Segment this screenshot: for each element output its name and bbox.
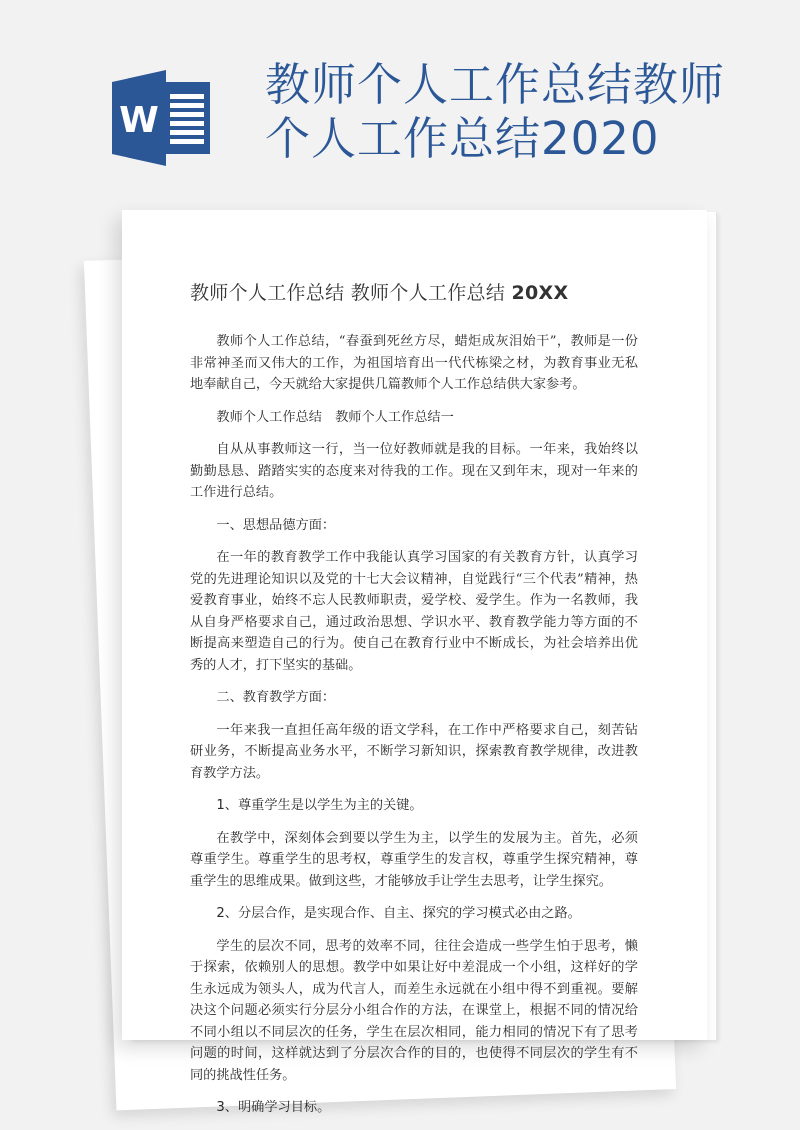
body-paragraph: 自从从事教师这一行，当一位好教师就是我的目标。一年来，我始终以勤勤恳恳、踏踏实实的态度来对待我的工作。现在又到年末，现对一年来的工作进行总结。 (190, 442, 638, 500)
svg-text:W: W (119, 100, 159, 141)
section-heading: 二、教育教学方面： (216, 690, 336, 705)
body-paragraph: 在教学中，深刻体会到要以学生为主，以学生的发展为主。首先，必须尊重学生。尊重学生的思考权，尊重学生的发言权，尊重学生探究精神，尊重学生的思维成果。做到这些，才能够放手让学生去思考，让学生探究。 (190, 830, 638, 889)
body-paragraph: 学生的层次不同，思考的效率不同，往往会造成一些学生怕于思考，懒于探索，依赖别人的思想。教学中如果让好中差混成一个小组，这样好的学生永远成为领头人，成为代言人，而差生永远就在小组中得不到重视。要解决这个问题必须实行分层分小组合作的方法，在课堂上，根据不同的情况给不同小组以不同层次的任务，学生在层次相同，能力相同的情况下有了思考问题的时间，这样就达到了分层次合作的目的，也使得不同层次的学生有不同的挑战性任务。 (190, 938, 638, 1083)
document-title: 教师个人工作总结 教师个人工作总结 20XX (190, 282, 569, 304)
section-heading: 教师个人工作总结 教师个人工作总结一 (216, 409, 454, 425)
body-paragraph: 在一年的教育教学工作中我能认真学习国家的有关教育方针，认真学习党的先进理论知识以及党的十七大会议精神，自觉践行“三个代表”精神，热爱教育事业，始终不忘人民教师职责，爱学校、爱学生。作为一名教师，我从自身严格要求自己，通过政治思想、学识水平、教育教学能力等方面的不断提高来塑造自己的行为。使自己在教育行业中不断成长，为社会培养出优秀的人才，打下坚实的基础。 (190, 550, 638, 673)
page-title-line-1: 教师个人工作总结教师 (265, 58, 726, 111)
section-heading: 一、思想品德方面： (216, 517, 336, 533)
page-title-line-2: 个人工作总结2020 (265, 112, 660, 165)
header-banner (0, 0, 800, 200)
document-page (122, 210, 707, 1115)
point-heading-2: 2、分层合作，是实现合作、自主、探究的学习模式必由之路。 (216, 906, 581, 921)
intro-paragraph: 教师个人工作总结，“春蚕到死丝方尽，蜡炬成灰泪始干”，教师是一份非常神圣而又伟大的工作，为祖国培育出一代代栋梁之材，为教育事业无私地奉献自己，今天就给大家提供几篇教师个人工作总结供大家参考。 (190, 334, 638, 392)
body-paragraph: 一年来我一直担任高年级的语文学科，在工作中严格要求自己，刻苦钻研业务，不断提高业务水平，不断学习新知识，探索教育教学规律，改进教育教学方法。 (190, 722, 638, 781)
point-heading-1: 1、尊重学生是以学生为主的关键。 (216, 798, 423, 813)
word-icon (108, 68, 220, 168)
point-heading-3: 3、明确学习目标。 (216, 1100, 331, 1115)
page-title (265, 58, 725, 166)
document-body (190, 278, 638, 1130)
document-title-year: 20XX (511, 282, 569, 304)
